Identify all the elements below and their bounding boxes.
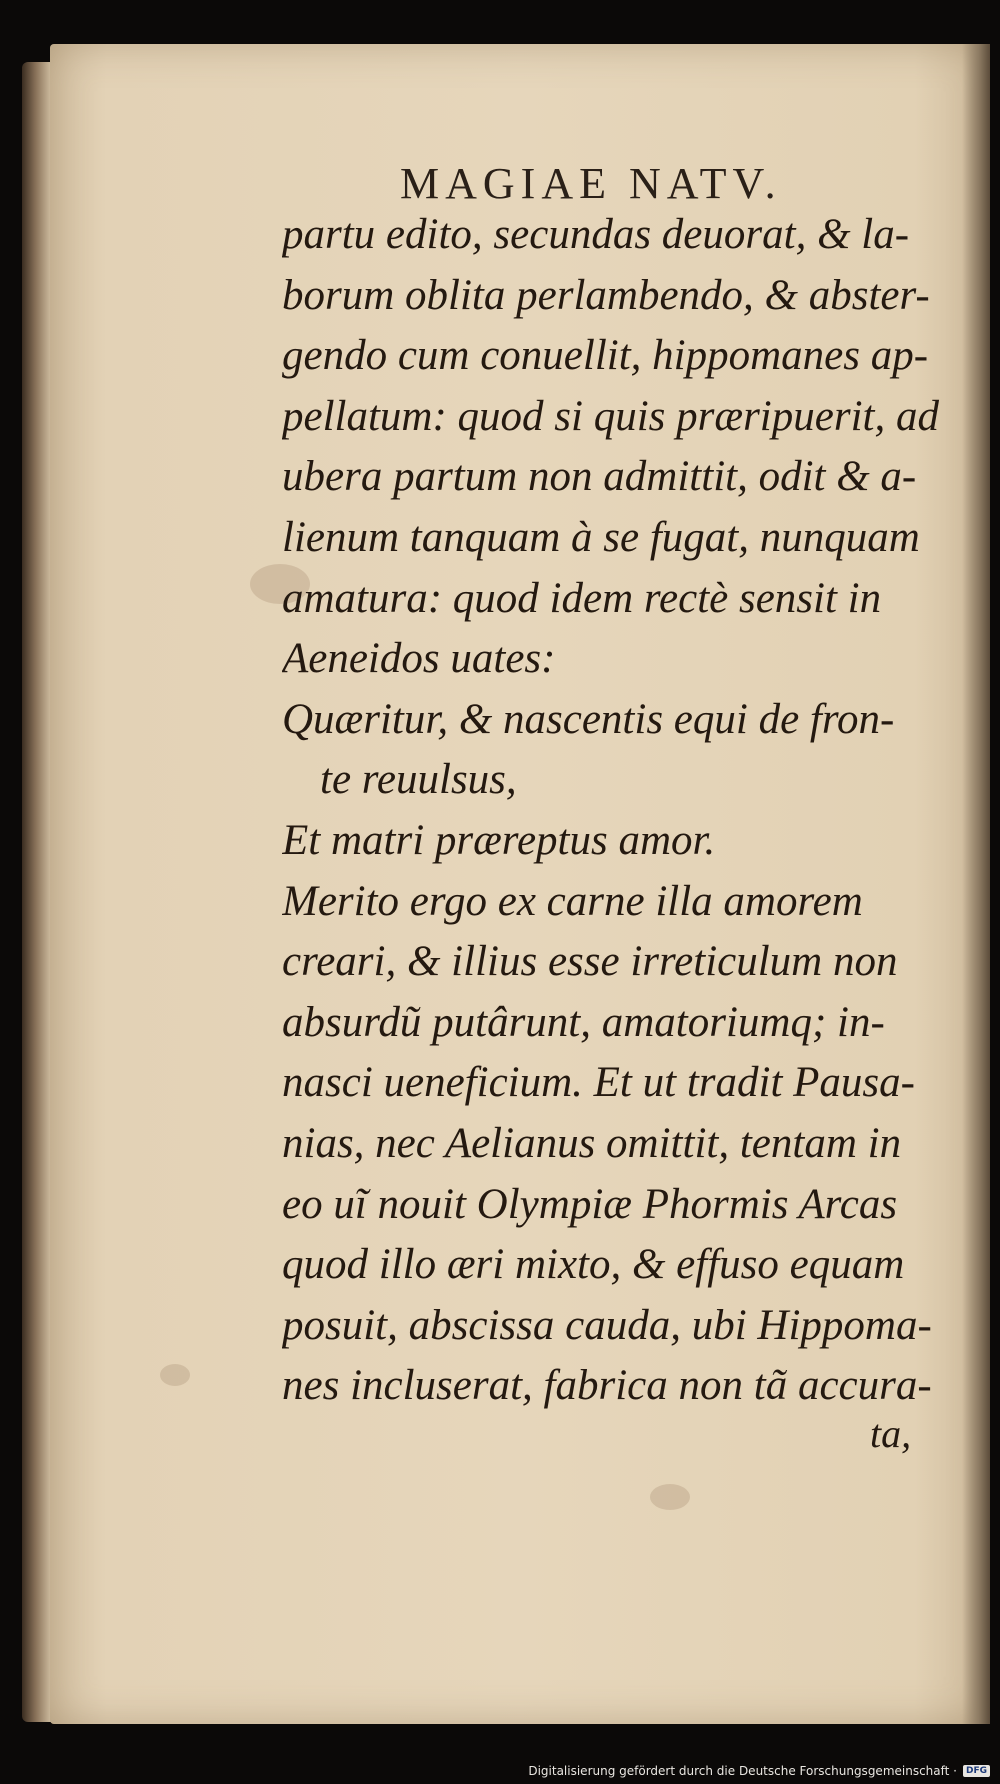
text-line: creari, & illius esse irreticulum non (282, 938, 898, 986)
text-line: Merito ergo ex carne illa amorem (282, 877, 863, 925)
text-line: quod illo æri mixto, & effuso equam (282, 1241, 905, 1289)
text-body (282, 205, 962, 1417)
text-line: te reuulsus, (320, 756, 517, 804)
paper-stain (650, 1484, 690, 1510)
text-line: amatura: quod idem rectè sensit in (282, 574, 882, 622)
digitization-credit (528, 1764, 990, 1778)
text-line: nes incluserat, fabrica non tã accura- (282, 1362, 932, 1410)
text-line: absurdũ putârunt, amatoriumq; in- (282, 998, 885, 1046)
text-line: nasci ueneficium. Et ut tradit Pausa- (282, 1059, 915, 1107)
text-line: Et matri præreptus amor. (282, 816, 716, 864)
text-line: Quæritur, & nascentis equi de fron- (282, 695, 895, 743)
catchword: ta, (870, 1411, 912, 1456)
text-line: Aeneidos uates: (282, 635, 556, 683)
running-head: MAGIAE NATV. (400, 159, 782, 208)
text-line: eo uĩ nouit Olympiæ Phormis Arcas (282, 1180, 898, 1228)
text-line: gendo cum conuellit, hippomanes ap- (282, 332, 929, 380)
text-line: borum oblita perlambendo, & abster- (282, 271, 930, 319)
text-line: ubera partum non admittit, odit & a- (282, 453, 917, 501)
dfg-logo-icon: DFG (963, 1765, 990, 1777)
text-line: posuit, abscissa cauda, ubi Hippoma- (282, 1301, 932, 1349)
page-gutter-shadow (962, 44, 990, 1724)
text-line: nias, nec Aelianus omittit, tentam in (282, 1119, 902, 1167)
text-line: partu edito, secundas deuorat, & la- (282, 211, 910, 258)
text-line: pellatum: quod si quis præripuerit, ad (282, 392, 939, 440)
paper-stain (160, 1364, 190, 1386)
credit-text: Digitalisierung gefördert durch die Deutsche Forschungsgemeinschaft · (528, 1764, 957, 1778)
text-line: lienum tanquam à se fugat, nunquam (282, 513, 920, 561)
